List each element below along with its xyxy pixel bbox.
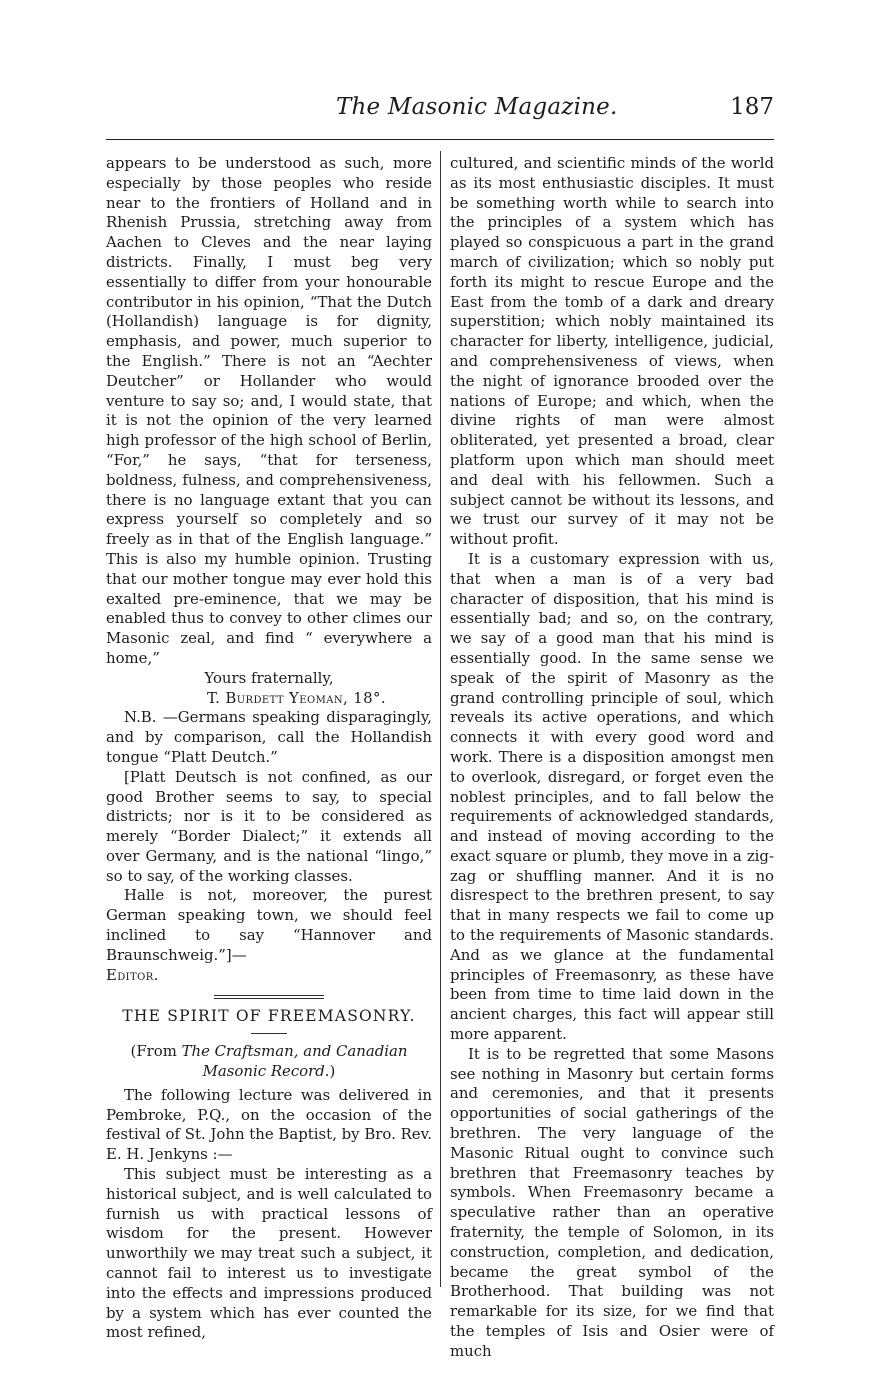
right-column	[450, 154, 774, 1362]
header-rule	[106, 139, 774, 140]
body-paragraph: It is to be regretted that some Masons see nothing in Masonry but certain forms and ceremonies, and that it presents opportunities of social gatherings of the brethren. The very language of the Masonic Ritual ought to convince such brethren that Freemasonry teaches by symbols. When Freemasonry became a speculative rather than an operative fraternity, the temple of Solomon, in its construction, completion, and dedication, became the great symbol of the Brotherhood. That building was not remarkable for its size, for we find that the temples of Isis and Osier were of much	[450, 1044, 774, 1360]
letter-closing: Yours fraternally,	[204, 668, 334, 687]
page-header	[106, 94, 774, 128]
body-paragraph: cultured, and scientific minds of the world as its most enthusiastic disciples. It must be something worth while to search into the principles of a system which has played so conspicuous a part in the grand march of civilization; which so nobly put forth its might to rescue Europe and the East from the tomb of a dark and dreary superstition; which nobly maintained its character for liberty, intelligence, judicial, and comprehensiveness of views, when the night of ignorance brooded over the nations of Europe; and which, when the divine rights of man were almost obliterated, yet presented a broad, clear platform upon which man should meet and deal with his fellowmen. Such a subject cannot be without its lessons, and we trust our survey of it may not be without profit.	[450, 154, 774, 549]
running-title: The Masonic Magazine.	[336, 94, 618, 120]
editor-signature: Editor.	[106, 965, 159, 984]
body-paragraph: This subject must be interesting as a historical subject, and is well calculated to furnish us with practical lessons of wisdom for the present. However unworthily we may treat such a subject, it cannot fail to interest us to investigate into the effects and impressions produced by a system which has ever counted the most refined,	[106, 1165, 432, 1342]
source-close: )	[329, 1062, 336, 1081]
lecture-intro: The following lecture was delivered in Pembroke, P.Q., on the occasion of the festival of St. John the Baptist, by Bro. Rev. E. H. Jenkyns :—	[106, 1085, 432, 1164]
nb-note: N.B. —Germans speaking disparagingly, and by comparison, call the Hollandish tongue “Platt Deutch.”	[106, 708, 432, 766]
title-rule	[251, 1033, 287, 1034]
left-column	[106, 154, 432, 1343]
editor-note: [Platt Deutsch is not confined, as our good Brother seems to say, to special districts; nor is it to be considered as merely “Border Dialect;” it extends all over Germany, and is the national “lingo,” so to say, of the working classes.	[106, 767, 432, 885]
letter-paragraph: appears to be understood as such, more especially by those peoples who reside near to the frontiers of Holland and in Rhenish Prussia, stretching away from Aachen to Cleves and the near laying districts. Finally, I must beg very essentially to differ from your honourable contributor in his opinion, “That the Dutch (Hollandish) language is for dignity, emphasis, and power, much superior to the English.” There is not an “Aechter Deutcher” or Hollander who would venture to say so; and, I would state, that it is not the opinion of the very learned high professor of the high school of Berlin, “For,” he says, “that for terseness, boldness, fulness, and comprehensiveness, there is no language extant that you can express yourself so completely and so freely as in that of the English language.” This is also my humble opinion. Trusting that our mother tongue may ever hold this exalted pre-eminence, that we may be enabled thus to convey to other climes our Masonic zeal, and find “ everywhere a home,”	[106, 154, 432, 667]
editor-note-continued: Halle is not, moreover, the purest German speaking town, we should feel inclined to say “Hannover and Braunschweig.”]—	[106, 886, 432, 964]
page-number: 187	[730, 94, 774, 120]
column-divider	[440, 151, 441, 1287]
body-paragraph: It is a customary expression with us, that when a man is of a very bad character of disposition, that his mind is essentially bad; and so, on the contrary, we say of a good man that his mind is essentially good. In the same sense we speak of the spirit of Masonry as the grand controlling principle of soul, which reveals its active operations, and which connects it with every good word and work. There is a disposition amongst men to overlook, disregard, or forget even the noblest principles, and to fall below the requirements of acknowledged standards, and instead of moving according to the exact square or plumb, they move in a zig-zag or shuffling manner. And it is no disrespect to the brethren present, to say that in many respects we fail to come up to the requirements of Masonic standards. And as we glance at the fundamental principles of Freemasonry, as these have been from time to time laid down in the ancient charges, this fact will appear still more apparent.	[450, 549, 774, 1044]
letter-signature: T. Burdett Yeoman, 18°.	[206, 688, 386, 707]
article-source	[106, 1042, 432, 1082]
source-open: (From	[130, 1042, 182, 1061]
section-divider-ornament	[214, 995, 324, 999]
source-publication: The Craftsman, and Canadian Masonic Record.	[181, 1042, 408, 1081]
section-title: THE SPIRIT OF FREEMASONRY.	[122, 1007, 416, 1026]
